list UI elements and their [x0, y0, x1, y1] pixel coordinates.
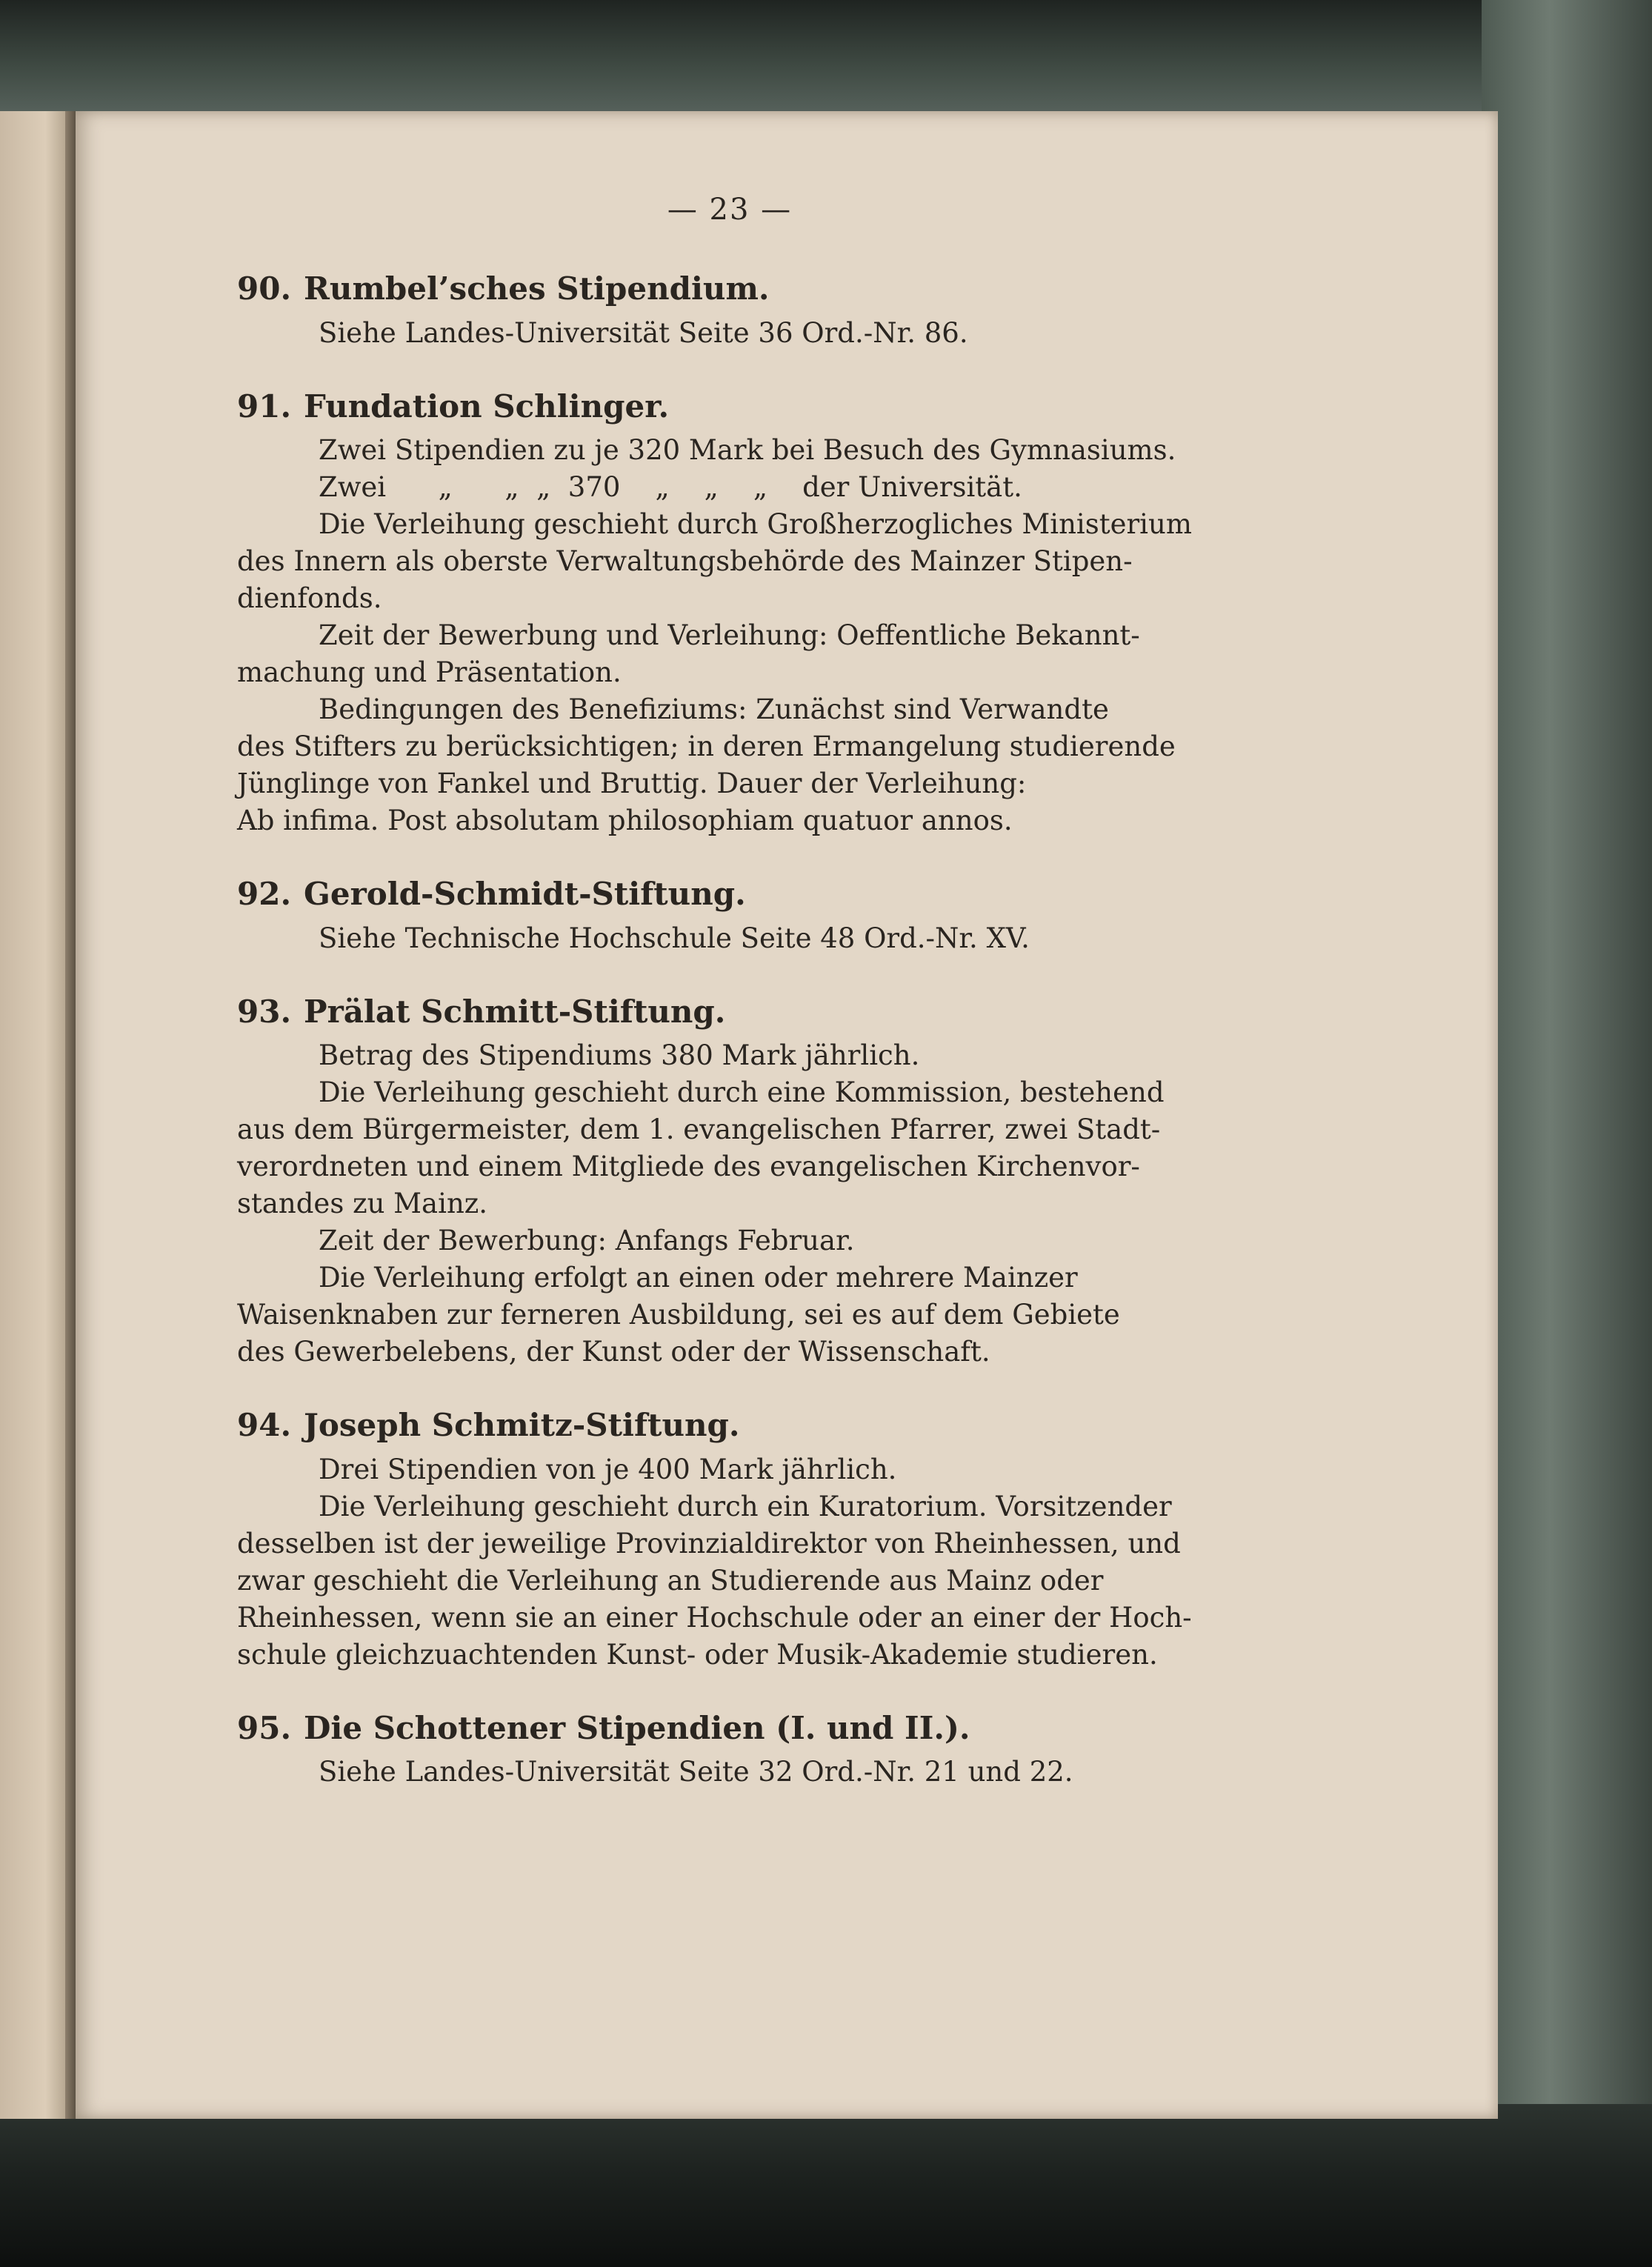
- entry-line: Zeit der Bewerbung: Anfangs Februar.: [319, 1225, 855, 1256]
- entry-line: verordneten und einem Mitgliede des evangelischen Kirchenvor-: [237, 1151, 1140, 1182]
- entry-line: Zeit der Bewerbung und Verleihung: Oeffentliche Bekannt-: [319, 619, 1140, 651]
- entry-heading: [237, 1709, 1222, 1748]
- entry-line: Betrag des Stipendiums 380 Mark jährlich.: [319, 1039, 920, 1071]
- entry-line: desselben ist der jeweilige Provinzialdirektor von Rheinhessen, und: [237, 1527, 1181, 1559]
- entry-line: zwar geschieht die Verleihung an Studierende aus Mainz oder: [237, 1564, 1104, 1597]
- entry-line: Rheinhessen, wenn sie an einer Hochschule oder an einer der Hoch-: [237, 1601, 1192, 1634]
- entry-line: machung und Präsentation.: [237, 656, 622, 688]
- book-gutter: [65, 111, 76, 2119]
- entry-line: Drei Stipendien von je 400 Mark jährlich.: [319, 1453, 897, 1485]
- entry-title: Rumbel’sches Stipendium.: [304, 270, 770, 307]
- entry-line: Die Verleihung geschieht durch Großherzogliches Ministerium: [319, 508, 1192, 540]
- entry-heading: [237, 270, 1222, 309]
- entry-line: Die Verleihung erfolgt an einen oder mehrere Mainzer: [319, 1262, 1078, 1294]
- facing-page-edge: [0, 111, 65, 2119]
- entry-number: 90.: [237, 270, 292, 307]
- entry-line: Siehe Landes-Universität Seite 32 Ord.-Nr. 21 und 22.: [319, 1756, 1073, 1788]
- entry-94: [237, 1406, 1222, 1674]
- book-cover-top-edge: [0, 0, 1652, 111]
- entry-93: [237, 993, 1222, 1371]
- entry-line: Siehe Landes-Universität Seite 36 Ord.-Nr. 86.: [319, 316, 968, 349]
- entry-line: Ab infima. Post absolutam philosophiam quatuor annos.: [237, 805, 1013, 836]
- entry-95: [237, 1709, 1222, 1791]
- entry-90: [237, 270, 1222, 352]
- entry-title: Gerold-Schmidt-Stiftung.: [304, 876, 746, 912]
- entry-line: schule gleichzuachtenden Kunst- oder Musik-Akademie studieren.: [237, 1638, 1158, 1671]
- entry-line: des Stifters zu berücksichtigen; in deren Ermangelung studierende: [237, 730, 1176, 762]
- entry-92: [237, 875, 1222, 957]
- entry-title: Prälat Schmitt-Stiftung.: [304, 993, 726, 1030]
- entry-line: Die Verleihung geschieht durch ein Kuratorium. Vorsitzender: [319, 1490, 1172, 1522]
- entry-title: Joseph Schmitz-Stiftung.: [304, 1407, 740, 1443]
- entry-line: des Gewerbelebens, der Kunst oder der Wissenschaft.: [237, 1336, 990, 1368]
- entry-line: Jünglinge von Fankel und Bruttig. Dauer der Verleihung:: [237, 768, 1027, 799]
- entry-line: dienfonds.: [237, 582, 382, 614]
- entry-line: Die Verleihung geschieht durch eine Kommission, bestehend: [319, 1076, 1165, 1108]
- entry-heading: [237, 993, 1222, 1032]
- entry-line: Bedingungen des Benefiziums: Zunächst sind Verwandte: [319, 693, 1109, 725]
- entry-line: des Innern als oberste Verwaltungsbehörde des Mainzer Stipen-: [237, 545, 1133, 577]
- entry-number: 92.: [237, 876, 292, 912]
- entry-title: Die Schottener Stipendien (I. und II.).: [304, 1709, 970, 1746]
- entry-number: 94.: [237, 1407, 292, 1443]
- page-content: [237, 193, 1222, 1826]
- entry-line: Zwei Stipendien zu je 320 Mark bei Besuch des Gymnasiums.: [319, 434, 1176, 466]
- entry-title: Fundation Schlinger.: [304, 387, 670, 425]
- book-cover-bottom-edge: [0, 2104, 1652, 2267]
- entry-number: 95.: [237, 1709, 292, 1746]
- book-cover-right-edge: [1482, 0, 1652, 2267]
- entry-number: 91.: [237, 387, 292, 425]
- entry-line: Siehe Technische Hochschule Seite 48 Ord.-Nr. XV.: [319, 922, 1030, 954]
- entry-91: [237, 387, 1222, 840]
- entry-line: aus dem Bürgermeister, dem 1. evangelischen Pfarrer, zwei Stadt-: [237, 1113, 1161, 1145]
- entry-line: standes zu Mainz.: [237, 1188, 488, 1219]
- entry-line: Waisenknaben zur ferneren Ausbildung, sei es auf dem Gebiete: [237, 1299, 1120, 1331]
- entry-heading: [237, 387, 1222, 427]
- page-number: — 23 —: [667, 193, 793, 227]
- entry-heading: [237, 875, 1222, 914]
- entry-number: 93.: [237, 993, 292, 1030]
- entry-heading: [237, 1406, 1222, 1445]
- entry-line: Zwei „ „ „ 370 „ „ „ der Universität.: [319, 471, 1022, 503]
